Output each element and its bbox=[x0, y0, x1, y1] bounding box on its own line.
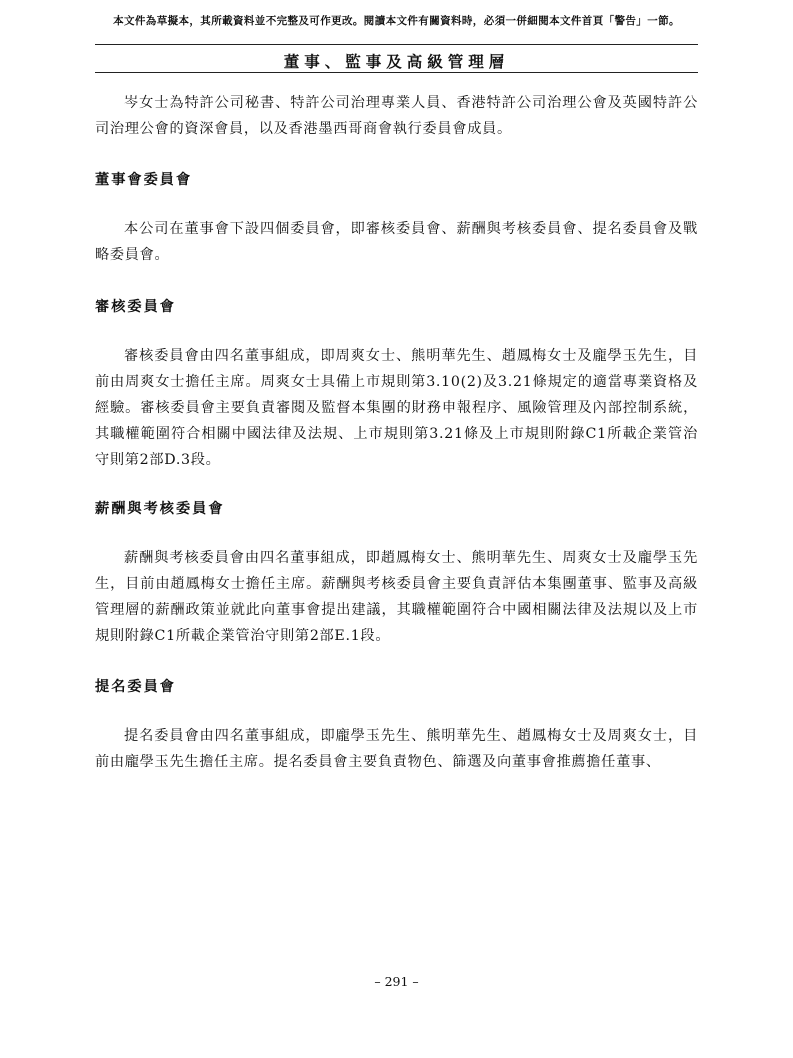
header-bottom-rule bbox=[95, 72, 698, 73]
nomination-committee-paragraph: 提名委員會由四名董事組成，即龐學玉先生、熊明華先生、趙鳳梅女士及周爽女士，目前由龐學玉先生擔任主席。提名委員會主要負責物色、篩選及向董事會推薦擔任董事、 bbox=[95, 728, 698, 770]
nomination-committee-heading: 提名委員會 bbox=[95, 679, 176, 695]
audit-committee-heading: 審核委員會 bbox=[95, 299, 176, 315]
intro-paragraph: 岑女士為特許公司秘書、特許公司治理專業人員、香港特許公司治理公會及英國特許公司治理公會的資深會員，以及香港墨西哥商會執行委員會成員。 bbox=[95, 95, 698, 137]
section-title: 董事、監事及高級管理層 bbox=[283, 52, 510, 71]
board-committees-heading: 董事會委員會 bbox=[95, 172, 193, 188]
page-number: – 291 – bbox=[374, 974, 419, 989]
remuneration-committee-paragraph: 薪酬與考核委員會由四名董事組成，即趙鳳梅女士、熊明華先生、周爽女士及龐學玉先生，目前由趙鳳梅女士擔任主席。薪酬與考核委員會主要負責評估本集團董事、監事及高級管理層的薪酬政策並就此向董事會提出建議，其職權範圍符合中國相關法律及法規以及上市規則附錄C1所載企業管治守則第2部E.1段。 bbox=[95, 550, 698, 644]
board-committees-paragraph: 本公司在董事會下設四個委員會，即審核委員會、薪酬與考核委員會、提名委員會及戰略委員會。 bbox=[95, 221, 698, 263]
header-top-rule bbox=[95, 44, 698, 45]
remuneration-committee-heading: 薪酬與考核委員會 bbox=[95, 501, 225, 517]
audit-committee-paragraph: 審核委員會由四名董事組成，即周爽女士、熊明華先生、趙鳳梅女士及龐學玉先生，目前由周爽女士擔任主席。周爽女士具備上市規則第3.10(2)及3.21條規定的適當專業資格及經驗。審核委員會主要負責審閱及監督本集團的財務申報程序、風險管理及內部控制系統，其職權範圍符合相關中國法律及法規、上市規則第3.21條及上市規則附錄C1所載企業管治守則第2部D.3段。 bbox=[95, 348, 698, 468]
draft-warning-banner: 本文件為草擬本，其所載資料並不完整及可作更改。閱讀本文件有關資料時，必須一併細閱本文件首頁「警告」一節。 bbox=[113, 15, 680, 27]
